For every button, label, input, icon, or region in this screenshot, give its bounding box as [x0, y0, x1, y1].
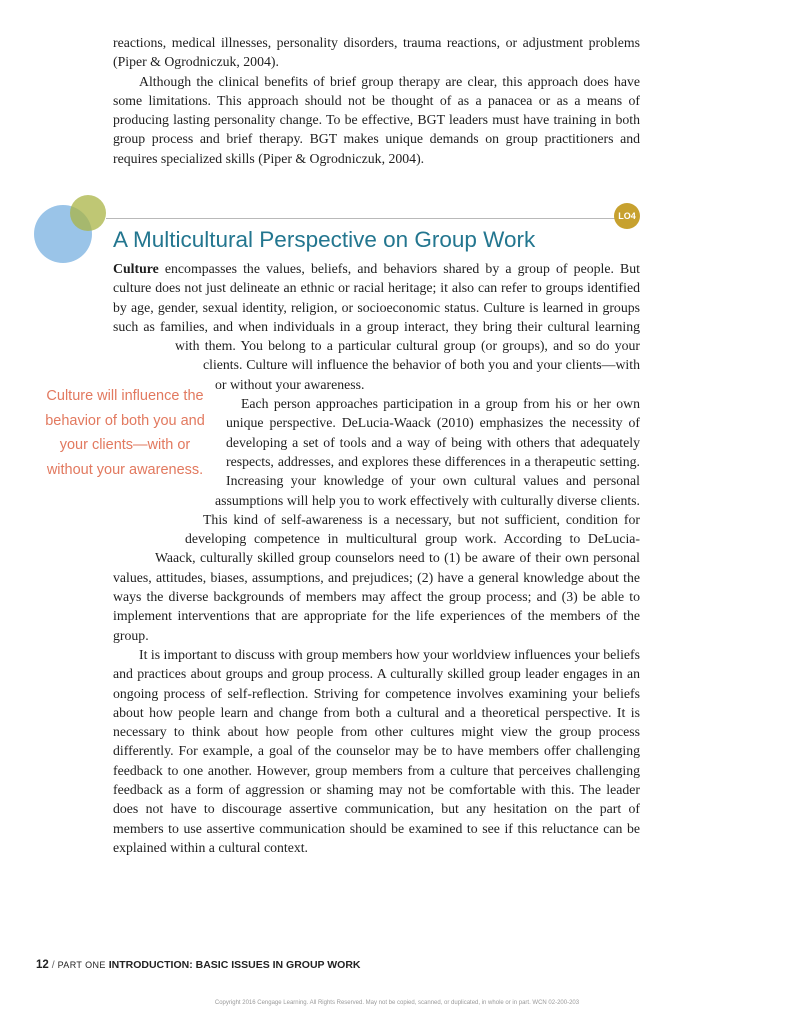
- wrap-spacer: [113, 355, 175, 374]
- footer-part: PART ONE: [57, 960, 106, 970]
- copyright-notice: Copyright 2016 Cengage Learning. All Rights Reserved. May not be copied, scanned, or duplicated, in whole or in part. WCN 02-200-203: [214, 1000, 580, 1006]
- section-decoration-green-circle: [70, 195, 106, 231]
- intro-paragraph-2: Although the clinical benefits of brief group therapy are clear, this approach does have some limitations. This approach should not be thought of as a panacea or as a means of producing lasting personality change. To be effective, BGT leaders must have training in both group process and brief therapy. BGT makes unique demands on group practitioners and requires specialized skills (Piper & Ogrodniczuk, 2004).: [113, 73, 640, 166]
- wrap-spacer: [113, 509, 203, 528]
- body-paragraph-2: Each person approaches participation in a group from his or her own unique perspective. DeLucia-Waack (2010) emphasizes the necessity of developing a set of tools and a way of being with others that adequately respects, addresses, and explores these differences in a therapeutic setting. Increasing your knowledge of your own cultural values and personal assumptions will help you to work effectively with culturally diverse clients. This kind of self-awareness is a necessary, but not sufficient, condition for developing competence in multicultural group work. According to DeLucia-Waack, culturally skilled group counselors need to (1) be aware of their own personal values, attitudes, biases, assumptions, and prejudices; (2) have a general knowledge about the ways the diverse backgrounds of members may affect the group process; and (3) be able to implement interventions that are appropriate for the life experiences of the members of the group.: [113, 396, 640, 643]
- section-title: A Multicultural Perspective on Group Work: [113, 227, 536, 252]
- wrap-spacer: [113, 490, 215, 509]
- section-divider: [106, 218, 626, 219]
- footer-separator: /: [51, 959, 55, 971]
- intro-paragraph-1: reactions, medical illnesses, personality disorders, trauma reactions, or adjustment problems (Piper & Ogrodniczuk, 2004).: [113, 35, 640, 70]
- page-number: 12: [36, 959, 49, 971]
- learning-objective-badge: LO4: [614, 203, 640, 229]
- footer-title: INTRODUCTION: BASIC ISSUES IN GROUP WORK: [108, 959, 361, 971]
- page-footer: [36, 959, 361, 971]
- section-body: [113, 259, 640, 857]
- wrap-spacer: [113, 528, 185, 547]
- body-paragraph-3: It is important to discuss with group members how your worldview influences your beliefs and practices about groups and group process. A culturally skilled group leader engages in an ongoing process of self-reflection. Striving for competence involves examining your beliefs about how people learn and change from both a cultural and a theoretical perspective. It is necessary to think about how people from other cultures might view the group process differently. For example, a goal of the counselor may be to have members offer challenging feedback to one another. However, group members from a culture that perceives challenging feedback as a form of aggression or shaming may not be comfortable with this. The leader does not have to discourage assertive communication, but any hesitation on the part of members to use assertive communication should be examined to see if this reluctance can be explained within a cultural context.: [113, 646, 640, 855]
- key-term-culture: Culture: [113, 261, 159, 276]
- intro-text: [113, 33, 640, 168]
- wrap-spacer: [113, 547, 155, 566]
- pull-quote: Culture will influence the behavior of both you and your clients—with or without your awareness.: [45, 388, 205, 478]
- body-paragraph-1-text: encompasses the values, beliefs, and behaviors shared by a group of people. But culture does not just delineate an ethnic or racial heritage; it also can refer to groups identified by age, gender, sexual identity, religion, or socioeconomic status. Culture is learned in groups such as families, and when individuals in a group interact, they bring their cultural learning with them. You belong to a particular cultural group (or groups), and so do your clients. Culture will influence the behavior of both you and your clients—with or without your awareness.: [113, 261, 640, 392]
